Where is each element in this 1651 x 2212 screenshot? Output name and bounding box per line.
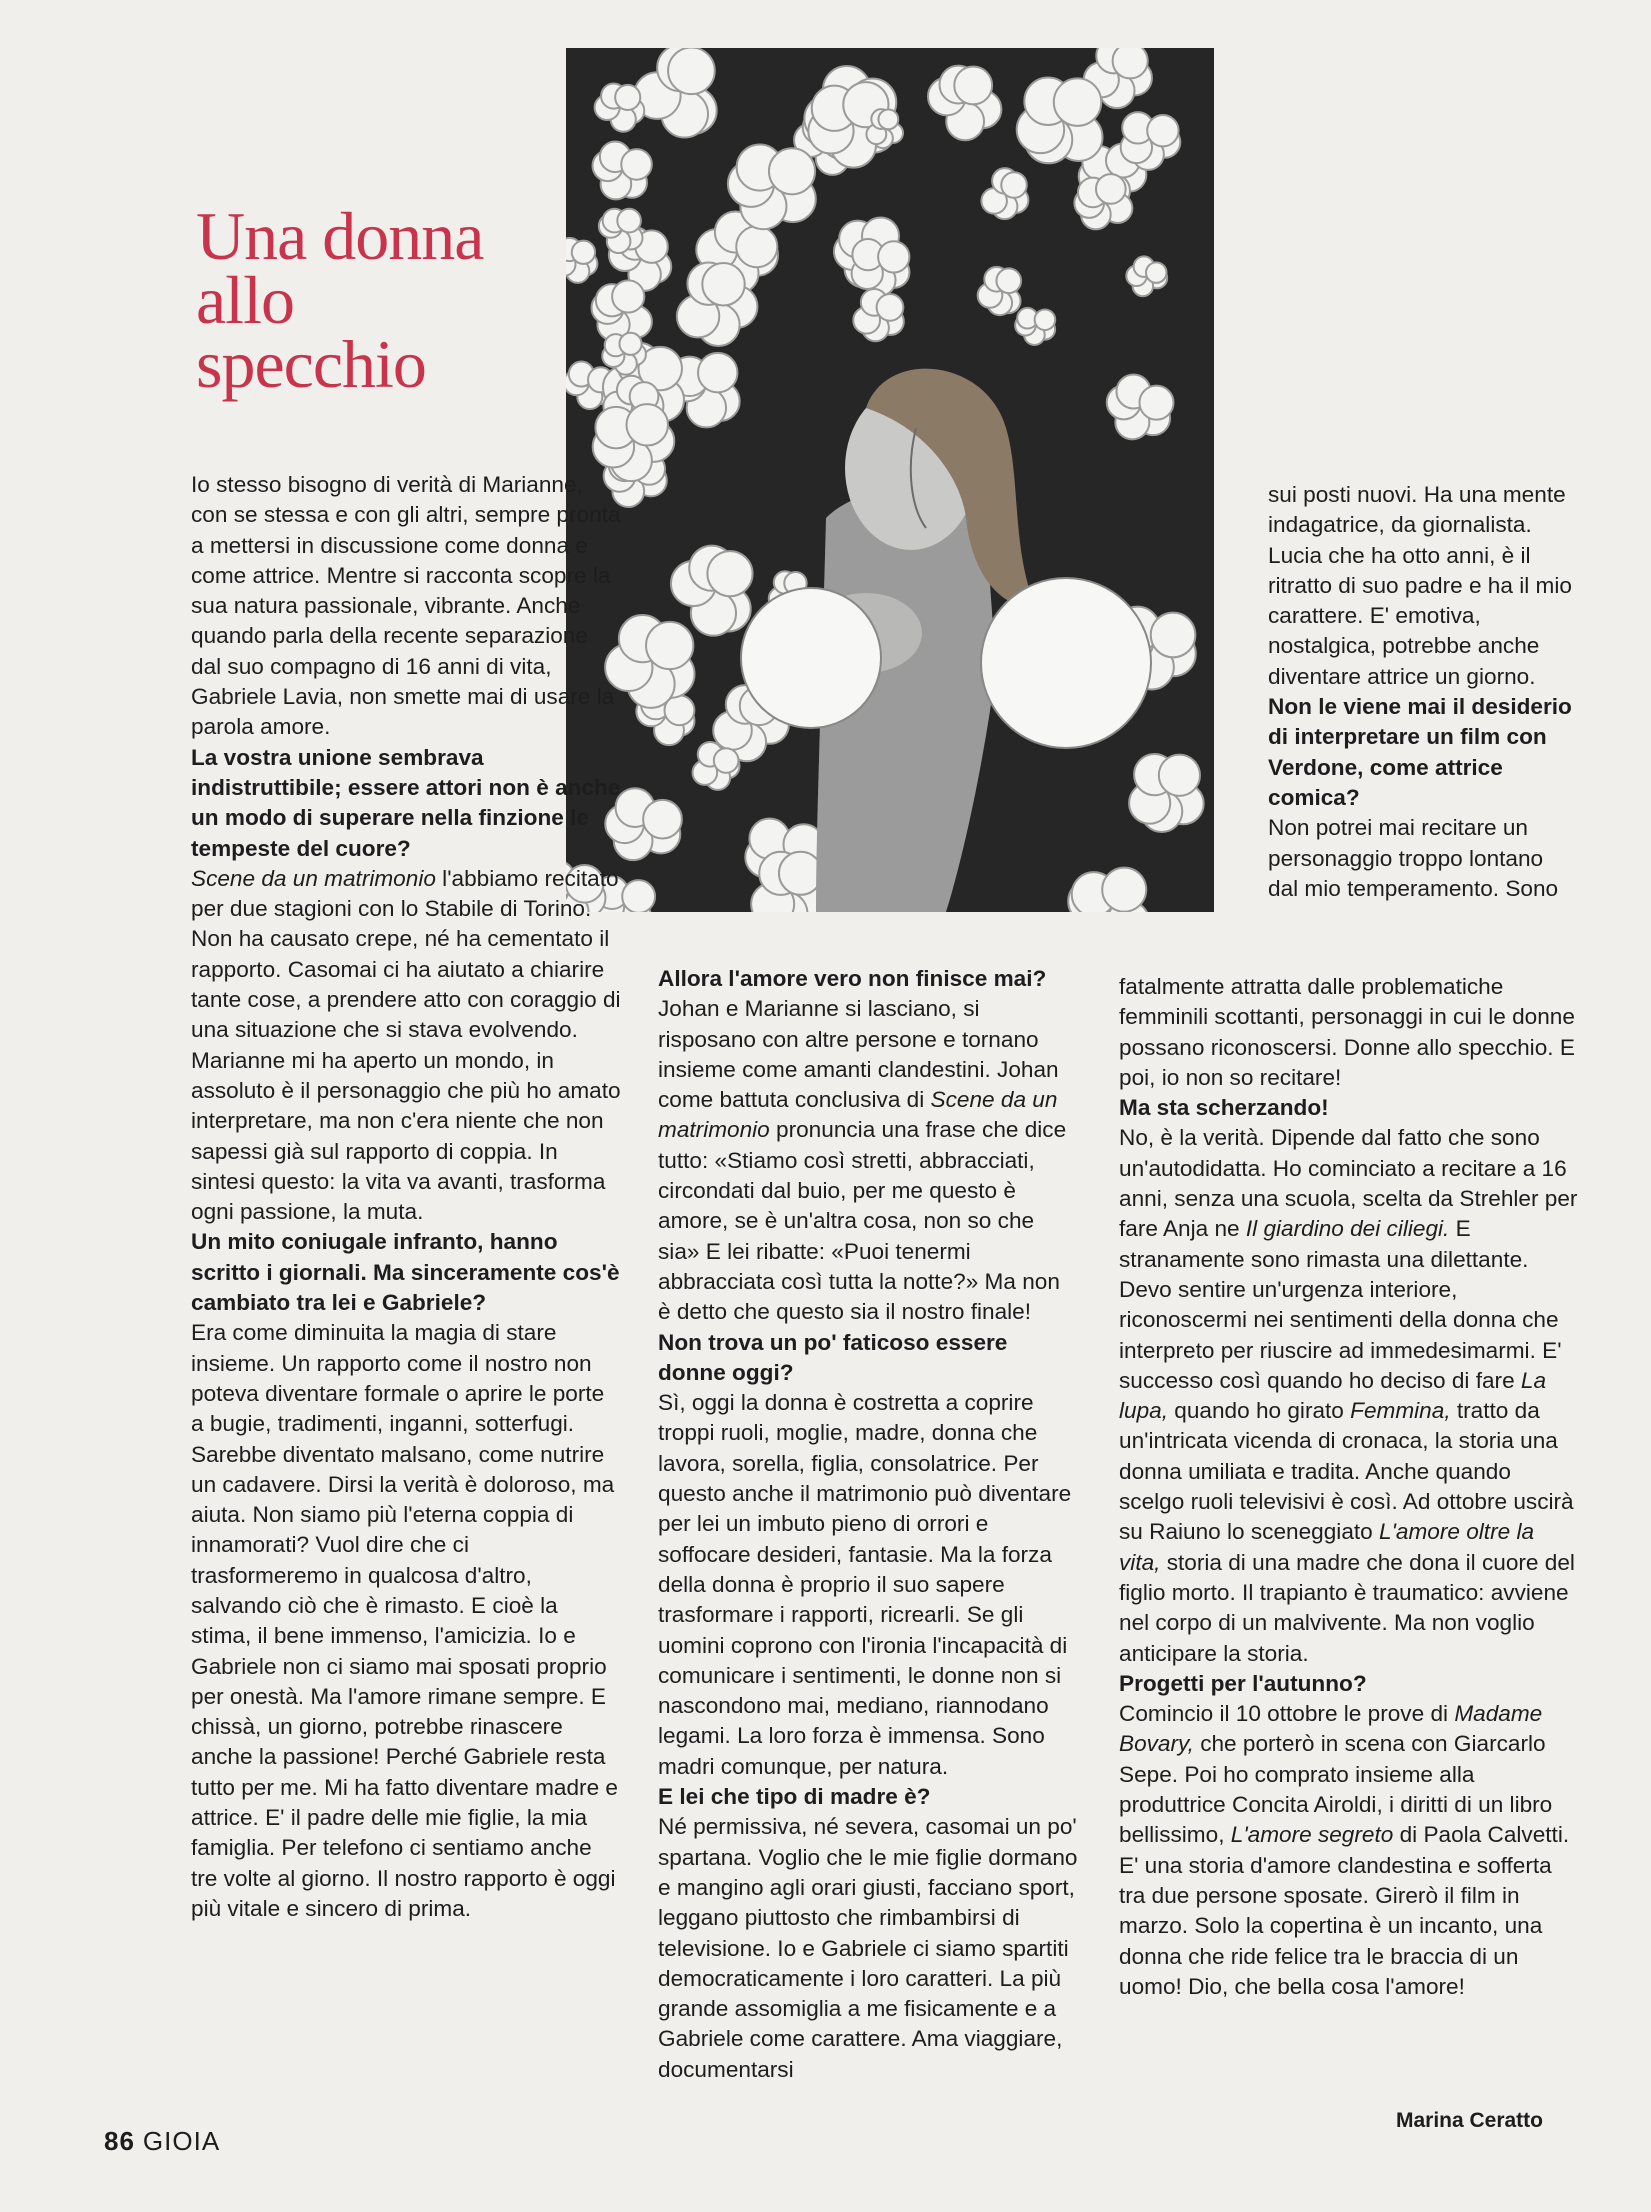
answer-text: Comincio il 10 ottobre le prove di [1119,1701,1455,1727]
answer-text: No, è la verità. Dipende dal fatto che sono un'autodidatta. Ho cominciato a recitare a 16 anni, senza una scuola, scelta da Strehler per fare Anja ne [1119,1125,1578,1242]
interview-answer: Era come diminuita la magia di stare insieme. Un rapporto come il nostro non poteva diventare formale o aprire le porte a bugie, tradimenti, inganni, sotterfugi. Sarebbe diventato malsano, come nutrire un cadavere. Dirsi la verità è doloroso, ma aiuta. Non siamo più l'eterna coppia di innamorati? Vuol dire che ci trasformeremo in qualcosa d'altro, salvando ciò che è rimasto. E cioè la stima, il bene immenso, l'amicizia. Io e Gabriele non ci siamo mai sposati proprio per onestà. Ma l'amore rimane sempre. E chissà, un giorno, potrebbe rinascere anche la passione! Perché Gabriele resta tutto per me. Mi ha fatto diventare madre e attrice. E' il padre delle mie figlie, la mia famiglia. Per telefono ci sentiamo anche tre volte al giorno. Il nostro rapporto è oggi più vitale e sincero di prima. [191,1320,618,1921]
title-line: Una donna [196,198,484,274]
article-title [196,198,596,402]
work-title: Femmina, [1350,1398,1451,1424]
page-number: 86 [104,2126,135,2156]
work-title: Scene da un matrimonio [191,865,436,891]
interview-answer: Non potrei mai recitare un personaggio troppo lontano dal mio temperamento. Sono [1268,815,1559,901]
interview-question: Non trova un po' faticoso essere donne oggi? [658,1329,1008,1385]
article-column-2 [658,964,1078,2085]
interview-answer: sui posti nuovi. Ha una mente indagatrice, da giornalista. Lucia che ha otto anni, è il ritratto di suo padre e ha il mio carattere. E' emotiva, nostalgica, potrebbe anche diventare attrice un giorno. [1268,482,1572,689]
work-title: L'amore oltre la vita, [1119,1519,1535,1575]
title-line: specchio [196,326,426,402]
answer-text: l'abbiamo recitato per due stagioni con lo Stabile di Torino. Non ha causato crepe, né ha cementato il rapporto. Casomai ci ha aiutato a chiarire tante cose, a prendere atto con coraggio di una situazione che si stava evolvendo. Marianne mi ha aperto un mondo, in assoluto è il personaggio che più ho amato interpretare, ma non c'era niente che non sapessi già sul rapporto di coppia. In sintesi questo: la vita va avanti, trasforma ogni passione, la muta. [191,865,621,1225]
interview-answer [1119,1123,1579,1668]
answer-text: Johan e Marianne si lasciano, si risposano con altre persone e tornano insieme come amanti clandestini. Johan come battuta conclusiva di [658,996,1059,1113]
flower-photo-illustration [566,48,1214,912]
work-title: Il giardino dei ciliegi. [1245,1216,1450,1242]
woman-among-white-flowers-photo [566,48,1214,912]
article-column-3 [1119,972,1579,2002]
intro-paragraph: Io stesso bisogno di verità di Marianne, con se stessa e con gli altri, sempre pronta a mettersi in discussione come donna e come attrice. Mentre si racconta scopre la sua natura passionale, vibrante. Anche quando parla della recente separazione dal suo compagno di 16 anni di vita, Gabriele Lavia, non smette mai di usare la parola amore. [191,472,621,740]
work-title: Madame Bovary, [1119,1701,1543,1757]
answer-text: pronuncia una frase che dice tutto: «Stiamo così stretti, abbracciati, circondati dal buio, per me questo è amore, se è un'altra cosa, non so che sia» E lei ribatte: «Puoi tenermi abbracciata così tutta la notte?» Ma non è detto che questo sia il nostro finale! [658,1117,1067,1325]
answer-text: tratto da un'intricata vicenda di cronaca, la storia una donna umiliata e tradita. Anche quando scelgo ruoli televisivi è così. Ad ottobre uscirà su Raiuno lo sceneggiato [1119,1398,1574,1545]
interview-question: La vostra unione sembrava indistruttibile; essere attori non è anche un modo di superare nella finzione le tempeste del cuore? [191,744,621,861]
article-column-3-top [1268,480,1578,904]
page-footer [104,2126,220,2157]
work-title: La lupa, [1119,1367,1547,1424]
interview-question: Non le viene mai il desiderio di interpretare un film con Verdone, come attrice comica? [1268,694,1572,810]
interview-question: Progetti per l'autunno? [1119,1670,1367,1696]
interview-answer [191,864,621,1228]
answer-text: che porterò in scena con Giarcarlo Sepe. Poi ho comprato insieme alla produttrice Concita Airoldi, i diritti di un libro bellissimo, [1119,1731,1553,1848]
interview-answer [658,994,1078,1327]
interview-question: Allora l'amore vero non finisce mai? [658,966,1047,991]
interview-question: Un mito coniugale infranto, hanno scritto i giornali. Ma sinceramente cos'è cambiato tra lei e Gabriele? [191,1229,620,1316]
interview-answer [1119,1699,1579,2002]
answer-text: di Paola Calvetti. E' una storia d'amore clandestina e sofferta tra due persone sposate. Girerò il film in marzo. Solo la copertina è un incanto, una donna che ride felice tra le braccia di un uomo! Dio, che bella cosa l'amore! [1119,1822,1570,1999]
author-signature: Marina Ceratto [1395,2109,1543,2132]
interview-question: E lei che tipo di madre è? [658,1784,931,1810]
answer-text: E stranamente sono rimasta una dilettante. Devo sentire un'urgenza interiore, riconoscermi nei sentimenti della donna che interpreto per riuscire ad immedesimarmi. E' successo così quando ho deciso di fare [1119,1216,1562,1393]
interview-answer: Né permissiva, né severa, casomai un po' spartana. Voglio che le mie figlie dormano e mangino agli orari giusti, facciano sport, leggano piuttosto che rimbambirsi di televisione. Io e Gabriele ci siamo spartiti democraticamente i loro caratteri. La più grande assomiglia a me fisicamente e a Gabriele come carattere. Ama viaggiare, documentarsi [658,1814,1078,2082]
interview-question: Ma sta scherzando! [1119,1095,1329,1121]
title-line: allo [196,262,294,338]
answer-text: storia di una madre che dona il cuore del figlio morto. Il trapianto è traumatico: avviene nel corpo di un malvivente. Ma non voglio anticipare la storia. [1119,1549,1575,1666]
answer-text: quando ho girato [1168,1398,1351,1424]
article-column-1 [191,470,621,1924]
work-title: Scene da un matrimonio [658,1087,1058,1143]
interview-answer: Sì, oggi la donna è costretta a coprire troppi ruoli, moglie, madre, donna che lavora, sorella, figlia, consolatrice. Per questo anche il matrimonio può diventare per lei un imbuto pieno di orrori e soffocare desideri, fantasie. Ma la forza della donna è proprio il suo sapere trasformare i rapporti, ricrearli. Se gli uomini coprono con l'ironia l'incapacità di comunicare i sentimenti, le donne non si nascondono mai, mediano, riannodano legami. La loro forza è immensa. Sono madri comunque, per natura. [658,1390,1072,1779]
work-title: L'amore segreto [1230,1822,1394,1848]
magazine-name: GIOIA [142,2126,221,2156]
interview-answer: fatalmente attratta dalle problematiche femminili scottanti, personaggi in cui le donne possano riconoscersi. Donne allo specchio. E poi, io non so recitare! [1119,974,1575,1090]
